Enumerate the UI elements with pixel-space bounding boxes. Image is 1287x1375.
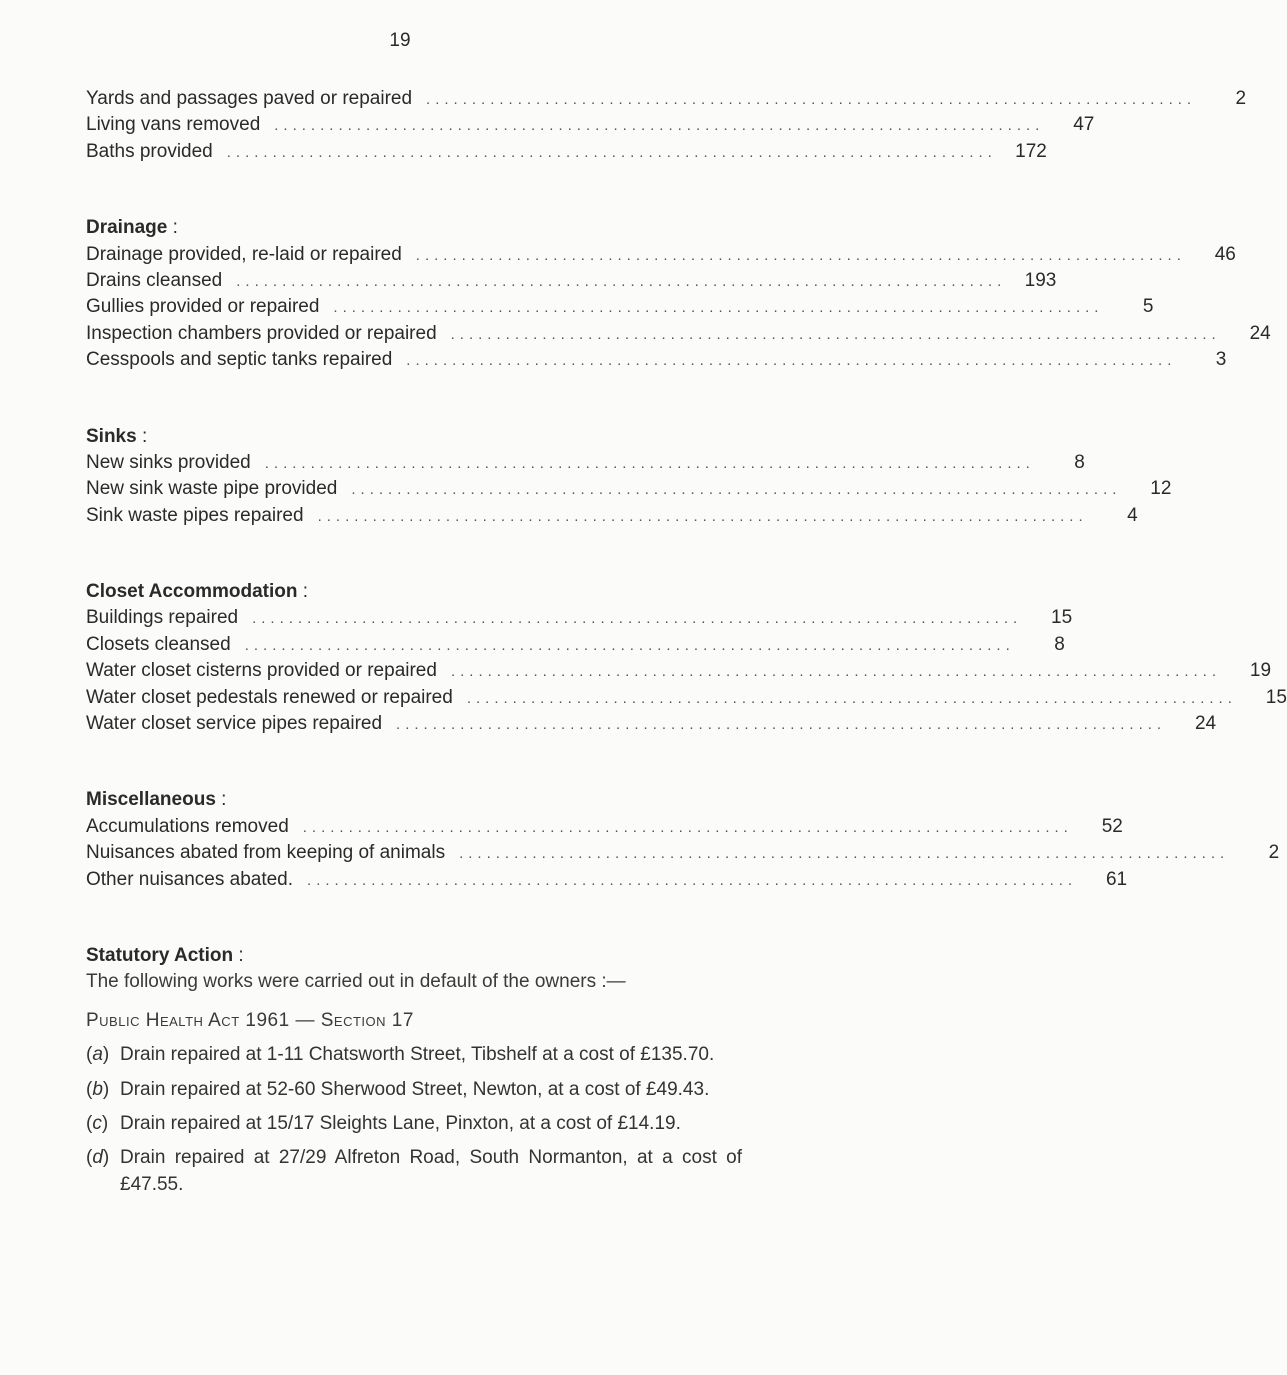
item-count: 47 — [1073, 114, 1095, 136]
action-item — [86, 1042, 742, 1068]
dot-leader: .................................................................................... — [317, 507, 1088, 525]
item-count: 46 — [1214, 243, 1236, 265]
section-heading: Sinks : — [86, 424, 742, 450]
item-count: 193 — [1024, 269, 1057, 291]
list-item — [86, 658, 1272, 684]
item-label: Yards and passages paved or repaired — [86, 88, 413, 109]
item-label: Living vans removed — [86, 114, 261, 136]
item-label: Drains cleansed — [86, 269, 223, 291]
list-item — [86, 321, 1271, 347]
item-label: New sinks provided — [86, 451, 251, 473]
dot-leader: .................................................................................... — [274, 117, 1045, 135]
statutory-intro: The following works were carried out in default of the owners :— — [86, 971, 626, 993]
item-label: Water closet service pipes repaired — [86, 713, 383, 735]
dot-leader: .................................................................................... — [466, 689, 1237, 707]
list-item — [86, 294, 1154, 320]
list-item — [86, 503, 1138, 529]
drainage-section — [86, 215, 1271, 373]
item-count: 8 — [1074, 451, 1085, 473]
item-text: Drain repaired at 27/29 Alfreton Road, South Normanton, at a cost of £47.55. — [120, 1147, 742, 1195]
item-count: 15 — [1265, 686, 1287, 708]
dot-leader: .................................................................................... — [406, 352, 1177, 370]
item-label: New sink waste pipe provided — [86, 478, 338, 500]
dot-leader: .................................................................................... — [252, 610, 1023, 628]
dot-leader: .................................................................................... — [236, 272, 1007, 290]
action-item — [86, 1145, 742, 1198]
section-heading: Statutory Action : — [86, 943, 742, 969]
statutory-section — [86, 943, 742, 1198]
dot-leader: .................................................................................... — [307, 871, 1078, 889]
item-count: 19 — [1249, 660, 1272, 682]
dot-leader: .................................................................................... — [351, 481, 1122, 499]
item-label: Gullies provided or repaired — [86, 296, 320, 318]
list-item — [86, 685, 1287, 711]
list-item — [86, 347, 1227, 373]
dot-leader: .................................................................................... — [264, 454, 1035, 472]
list-item — [86, 867, 1128, 893]
item-label: Other nuisances abated. — [86, 868, 294, 890]
dot-leader: .................................................................................... — [450, 663, 1222, 681]
item-count: 61 — [1105, 868, 1128, 890]
item-count: 24 — [1194, 713, 1217, 735]
page-number: 19 — [389, 30, 411, 51]
sinks-section — [86, 424, 1172, 530]
item-count: 3 — [1215, 349, 1227, 371]
item-label: Nuisances abated from keeping of animals — [86, 842, 446, 864]
dot-leader: .................................................................................... — [333, 299, 1104, 317]
dot-leader: .................................................................................... — [396, 716, 1167, 734]
item-letter: (c) — [86, 1113, 109, 1134]
dot-leader: .................................................................................... — [415, 246, 1186, 264]
item-count: 24 — [1249, 322, 1271, 344]
list-item — [86, 814, 1123, 840]
item-label: Sink waste pipes repaired — [86, 504, 304, 526]
action-item — [86, 1111, 742, 1137]
list-item — [86, 711, 1217, 737]
list-item — [86, 632, 1065, 658]
item-count: 2 — [1235, 88, 1247, 109]
list-item — [86, 268, 1057, 294]
item-text: Drain repaired at 15/17 Sleights Lane, Pinxton, at a cost of £14.19. — [120, 1113, 681, 1134]
item-count: 15 — [1051, 607, 1073, 629]
list-item — [86, 112, 1095, 138]
item-label: Accumulations removed — [86, 815, 289, 837]
dot-leader: .................................................................................... — [426, 91, 1197, 108]
list-item — [86, 242, 1236, 268]
item-count: 8 — [1054, 633, 1065, 655]
item-count: 2 — [1268, 842, 1280, 864]
item-letter: (b) — [86, 1078, 110, 1100]
section-heading: Closet Accommodation : — [86, 579, 742, 605]
item-count: 52 — [1101, 815, 1123, 837]
list-item — [86, 840, 1280, 866]
dot-leader: .................................................................................... — [244, 636, 1015, 654]
item-count: 4 — [1127, 504, 1138, 526]
item-text: Drain repaired at 52-60 Sherwood Street, Newton, at a cost of £49.43. — [120, 1078, 710, 1100]
list-item — [86, 86, 1247, 112]
action-item — [86, 1077, 742, 1103]
item-letter: (d) — [86, 1147, 110, 1169]
item-letter: (a) — [86, 1044, 110, 1066]
item-label: Cesspools and septic tanks repaired — [86, 349, 393, 371]
closet-section — [86, 579, 1287, 737]
item-count: 5 — [1142, 296, 1154, 318]
item-label: Baths provided — [86, 140, 213, 162]
item-count: 172 — [1015, 140, 1047, 162]
top-items-list — [86, 86, 1247, 165]
item-label: Closets cleansed — [86, 633, 231, 655]
dot-leader: .................................................................................... — [226, 143, 997, 161]
report-content — [86, 86, 1287, 1198]
list-item — [86, 476, 1172, 502]
item-count: 12 — [1150, 478, 1172, 500]
list-item — [86, 450, 1085, 476]
item-text: Drain repaired at 1-11 Chatsworth Street, Tibshelf at a cost of £135.70. — [120, 1044, 715, 1066]
act-title: Public Health Act 1961 — Section 17 — [86, 1009, 414, 1031]
dot-leader: .................................................................................... — [459, 845, 1230, 863]
list-item — [86, 139, 1047, 165]
list-item — [86, 605, 1073, 631]
item-label: Drainage provided, re-laid or repaired — [86, 243, 402, 265]
item-label: Water closet pedestals renewed or repaired — [86, 686, 453, 708]
miscellaneous-section — [86, 787, 1280, 893]
item-label: Buildings repaired — [86, 607, 239, 629]
dot-leader: .................................................................................... — [302, 818, 1073, 836]
section-heading: Miscellaneous : — [86, 787, 742, 813]
item-label: Water closet cisterns provided or repaired — [86, 660, 437, 682]
item-label: Inspection chambers provided or repaired — [86, 322, 437, 344]
dot-leader: .................................................................................... — [450, 325, 1221, 343]
section-heading: Drainage : — [86, 215, 742, 241]
